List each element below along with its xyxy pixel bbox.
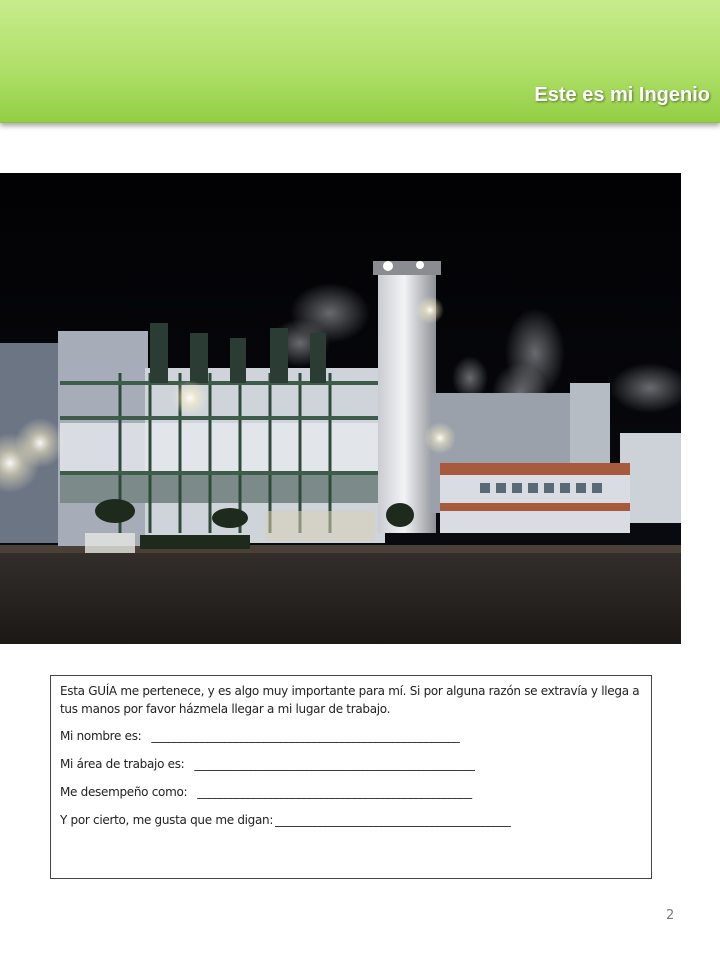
field-blank: __________________________________________________ — [194, 757, 475, 771]
field-nombre — [60, 729, 641, 743]
field-apodo — [60, 813, 641, 827]
page-title: Este es mi Ingenio — [534, 84, 710, 106]
field-label: Me desempeño como: — [60, 785, 188, 799]
field-label: Mi área de trabajo es: — [60, 757, 185, 771]
field-label: Y por cierto, me gusta que me digan: — [60, 813, 274, 827]
sugar-mill-photo — [0, 173, 681, 644]
field-blank: _______________________________________________________ — [151, 729, 460, 743]
field-blank: _________________________________________________ — [197, 785, 472, 799]
field-label: Mi nombre es: — [60, 729, 142, 743]
header-band — [0, 0, 720, 123]
intro-text: Esta GUÍA me pertenece, y es algo muy importante para mí. Si por alguna razón se extravía y llega a tus manos por favor házmela llegar a mi lugar de trabajo. — [60, 684, 640, 716]
field-area — [60, 757, 641, 771]
page-number: 2 — [666, 908, 675, 923]
ownership-form — [50, 675, 652, 879]
field-blank: __________________________________________ — [275, 813, 511, 827]
field-desempeno — [60, 785, 641, 799]
